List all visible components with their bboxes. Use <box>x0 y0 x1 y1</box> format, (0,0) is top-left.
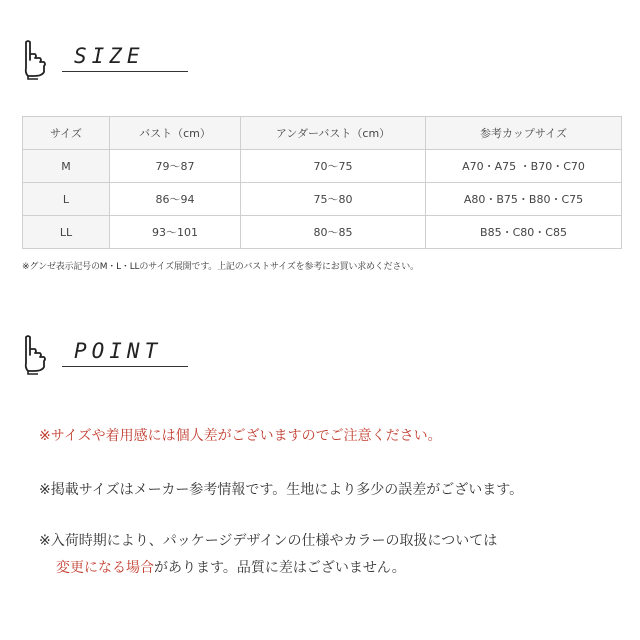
pointing-hand-icon <box>22 335 54 375</box>
heading-underline <box>62 366 188 367</box>
section-title: SIZE <box>74 44 145 68</box>
size-table <box>22 116 622 249</box>
highlight-text: 変更になる場合 <box>56 560 154 576</box>
table-cell: 79～87 <box>110 150 241 183</box>
info-text: ※入荷時期により、パッケージデザインの仕様やカラーの取扱については <box>39 533 498 549</box>
table-header-cell: 参考カップサイズ <box>426 117 622 150</box>
info-text-rest: があります。品質に差はございません。 <box>154 560 406 576</box>
info-text <box>56 557 406 577</box>
table-cell: 93～101 <box>110 216 241 249</box>
table-cell: 70～75 <box>241 150 426 183</box>
table-cell: A80・B75・B80・C75 <box>426 183 622 216</box>
warning-text: ※サイズや着用感には個人差がございますのでご注意ください。 <box>39 428 442 444</box>
table-cell: M <box>23 150 110 183</box>
table-header-cell: サイズ <box>23 117 110 150</box>
table-cell: B85・C80・C85 <box>426 216 622 249</box>
heading-underline <box>62 71 188 72</box>
table-row <box>23 150 622 183</box>
section-title: POINT <box>74 339 163 363</box>
table-header-cell: バスト（cm） <box>110 117 241 150</box>
info-text: ※掲載サイズはメーカー参考情報です。生地により多少の誤差がございます。 <box>39 482 524 498</box>
table-header-row <box>23 117 622 150</box>
table-row <box>23 183 622 216</box>
table-cell: 75～80 <box>241 183 426 216</box>
table-cell: LL <box>23 216 110 249</box>
size-note: ※グンゼ表示記号のM・L・LLのサイズ展開です。上記のバストサイズを参考にお買い求めください。 <box>22 262 419 272</box>
table-cell: A70・A75 ・B70・C70 <box>426 150 622 183</box>
pointing-hand-icon <box>22 40 54 80</box>
table-cell: 80～85 <box>241 216 426 249</box>
table-row <box>23 216 622 249</box>
table-cell: L <box>23 183 110 216</box>
table-cell: 86～94 <box>110 183 241 216</box>
table-header-cell: アンダーバスト（cm） <box>241 117 426 150</box>
